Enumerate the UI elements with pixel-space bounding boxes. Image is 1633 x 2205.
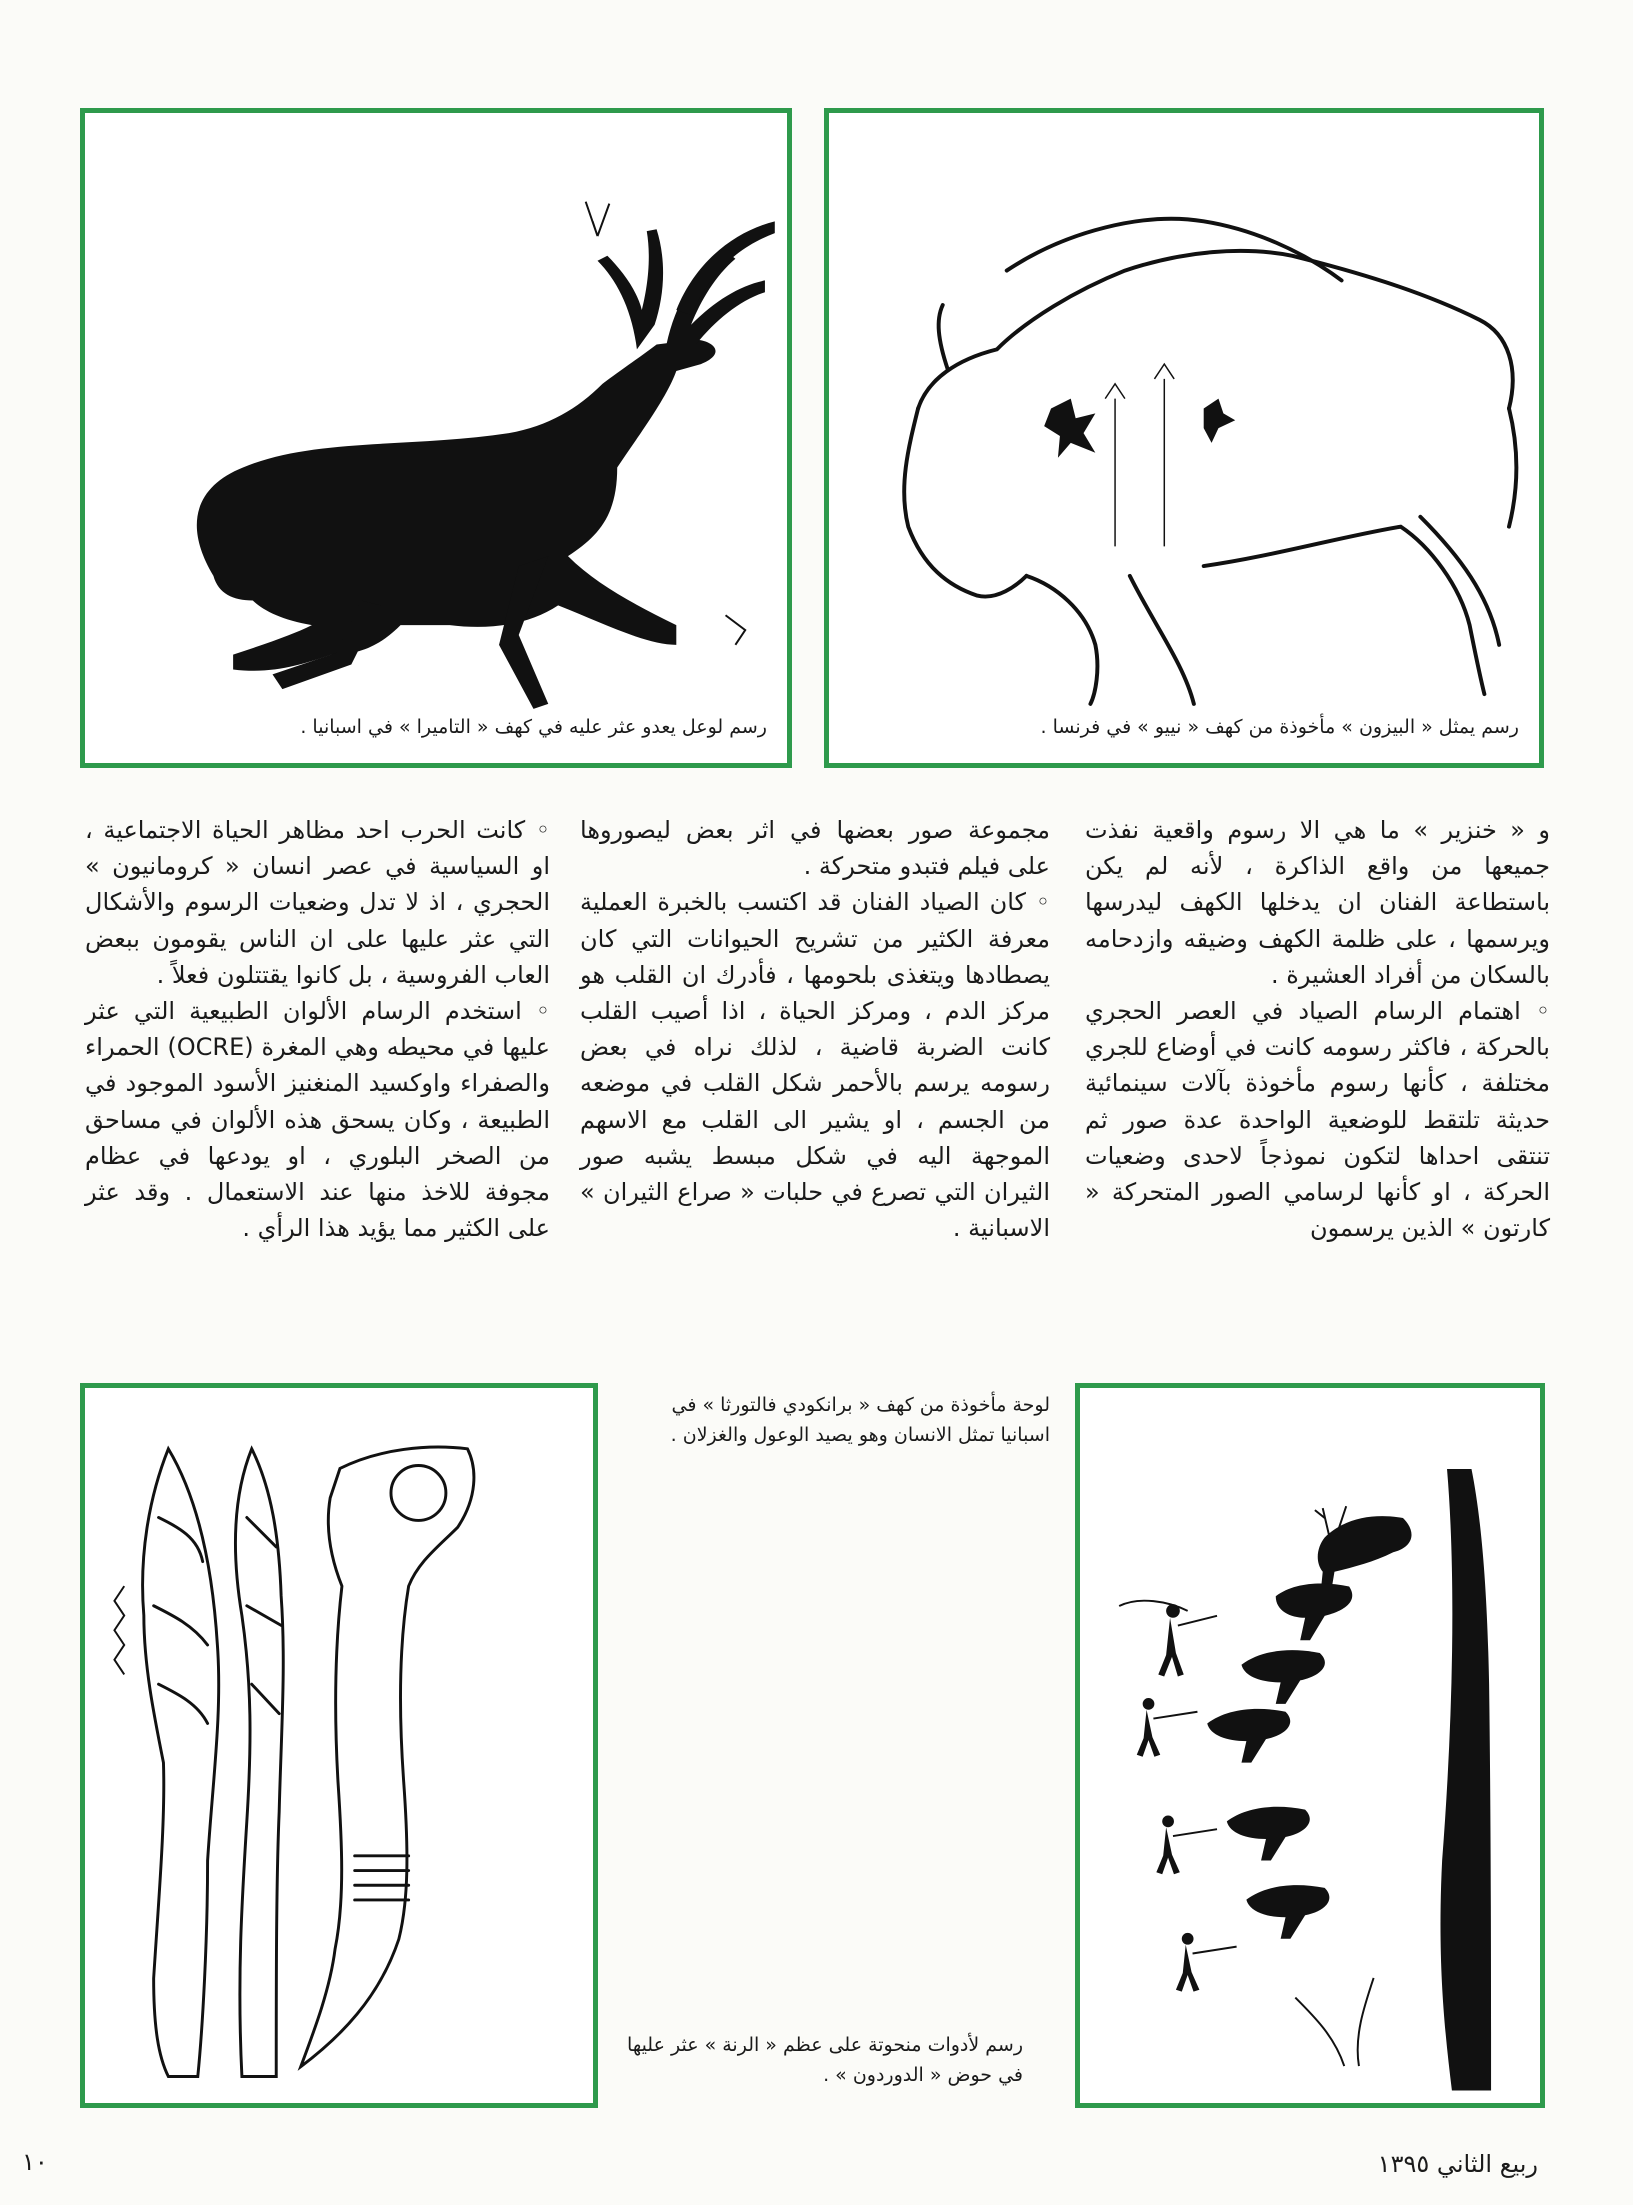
- figure-bison: [824, 108, 1544, 768]
- paragraph: ◦ كانت الحرب احد مظاهر الحياة الاجتماعية ، او السياسية في عصر انسان « كرومانيون » الحجري ، اذ لا تدل وضعيات الرسوم والأشكال التي عثر عليها على ان الناس يقومون ببعض العاب الفروسية ، بل كانوا يقتتلون فعلاً .: [85, 816, 550, 989]
- deer-drawing: [85, 113, 787, 763]
- page-number: ١٠: [22, 2148, 48, 2176]
- figure-hunt: [1075, 1383, 1545, 2108]
- figure-caption: لوحة مأخوذة من كهف « برانكودي فالتورثا » في اسبانيا تمثل الانسان وهو يصيد الوعول والغزلان .: [670, 1394, 1050, 1446]
- text-column-right: [1085, 812, 1550, 1246]
- figure-deer: [80, 108, 792, 768]
- paragraph: ◦ اهتمام الرسام الصياد في العصر الحجري بالحركة ، فاكثر رسومه كانت في أوضاع للجري مختلفة ، كأنها رسوم مأخوذة بآلات سينمائية حديثة تلتقط للوضعية الواحدة عدة صور ثم تنتقى احداها لتكون نموذجاً لاحدى وضعيات الحركة ، او كأنها لرسامي الصور المتحركة « كارتون » الذين يرسمون: [1085, 997, 1550, 1243]
- paragraph: مجموعة صور بعضها في اثر بعض ليصوروها على فيلم فتبدو متحركة .: [580, 816, 1050, 881]
- paragraph: و « خنزير » ما هي الا رسوم واقعية نفذت جميعها من واقع الذاكرة ، لأنه لم يكن باستطاعة الفنان ان يدخلها الكهف ليدرسها ويرسمها ، على ظلمة الكهف وضيقه وازدحامه بالسكان من أفراد العشيرة .: [1085, 816, 1550, 989]
- bison-drawing: [829, 113, 1539, 763]
- hunt-drawing: [1080, 1388, 1540, 2103]
- figure-caption: رسم لوعل يعدو عثر عليه في كهف « التاميرا » في اسبانيا .: [300, 716, 767, 738]
- paragraph: ◦ استخدم الرسام الألوان الطبيعية التي عثر عليها في محيطه وهي المغرة (OCRE) الحمراء والصفراء واوكسيد المنغنيز الأسود الموجود في الطبيعة ، وكان يسحق هذه الألوان في مساحق من الصخر البلوري ، او يودعها في عظام مجوفة للاخذ منها عند الاستعمال . وقد عثر على الكثير مما يؤيد هذا الرأي .: [85, 997, 550, 1243]
- figure-caption: رسم يمثل « البيزون » مأخوذة من كهف « نييو » في فرنسا .: [1040, 716, 1519, 738]
- figure-tools: [80, 1383, 598, 2108]
- text-column-middle: [580, 812, 1050, 1246]
- text-column-left: [85, 812, 550, 1246]
- issue-date: ربيع الثاني ١٣٩٥: [1377, 2150, 1538, 2178]
- tools-drawing: [85, 1388, 593, 2103]
- figure-caption: رسم لأدوات منحوتة على عظم « الرنة » عثر عليها في حوض « الدوردون » .: [627, 2034, 1023, 2086]
- paragraph: ◦ كان الصياد الفنان قد اكتسب بالخبرة العملية معرفة الكثير من تشريح الحيوانات التي كان يصطادها ويتغذى بلحومها ، فأدرك ان القلب هو مركز الدم ، ومركز الحياة ، اذا أصيب القلب كانت الضربة قاضية ، لذلك نراه في بعض رسومه يرسم بالأحمر شكل القلب في موضعه من الجسم ، او يشير الى القلب مع الاسهم الموجهة اليه في شكل مبسط يشبه صور الثيران التي تصرع في حلبات « صراع الثيران » الاسبانية .: [580, 888, 1050, 1243]
